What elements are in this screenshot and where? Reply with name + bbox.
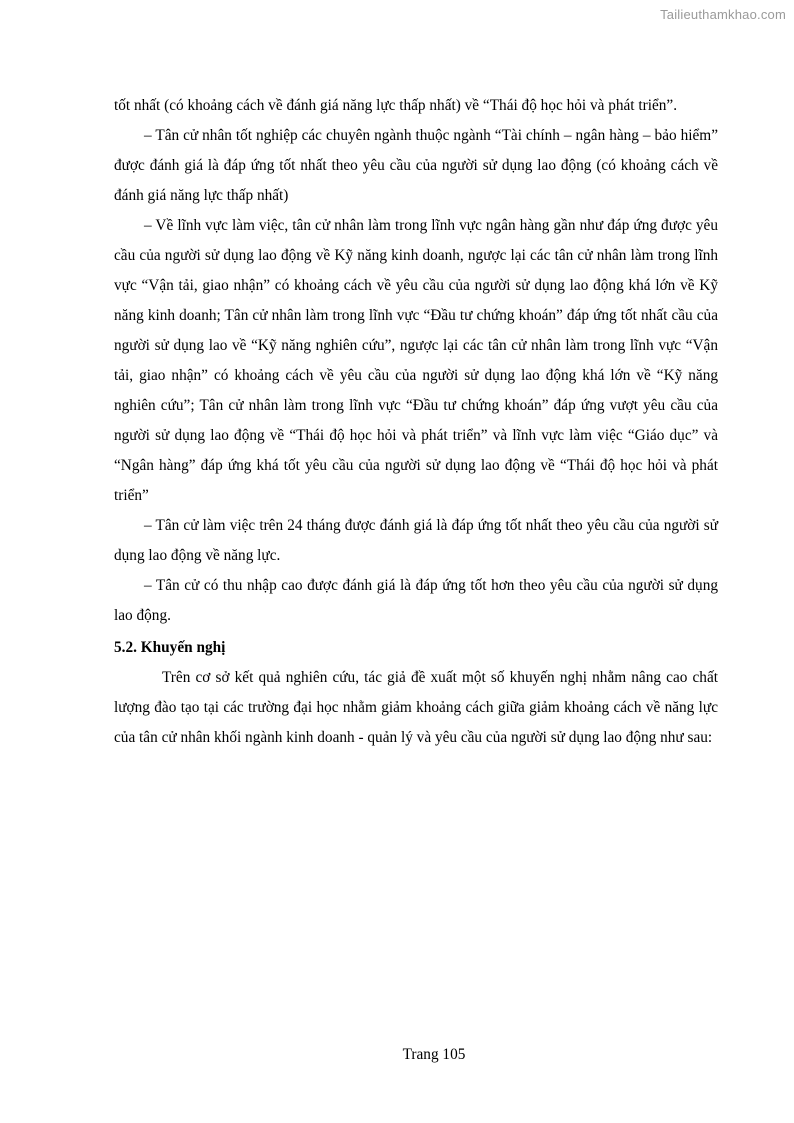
bullet-item-work-field: – Về lĩnh vực làm việc, tân cử nhân làm trong lĩnh vực ngân hàng gần như đáp ứng được yêu cầu của người sử dụng lao động về Kỹ năng kinh doanh, ngược lại các tân cử nhân làm trong lĩnh vực “Vận tải, giao nhận” có khoảng cách về yêu cầu của người sử dụng lao động khá lớn về Kỹ năng kinh doanh; Tân cử nhân làm trong lĩnh vực “Đầu tư chứng khoán” đáp ứng tốt nhất cầu của người sử dụng lao về “Kỹ năng nghiên cứu”, ngược lại các tân cử nhân làm trong lĩnh vực “Vận tải, giao nhận” có khoảng cách về yêu cầu của người sử dụng lao động khá lớn về “Kỹ năng nghiên cứu”; Tân cử nhân làm trong lĩnh vực “Đầu tư chứng khoán” đáp ứng vượt yêu cầu của người sử dụng lao động về “Thái độ học hỏi và phát triển” và lĩnh vực làm việc “Giáo dục” và “Ngân hàng” đáp ứng khá tốt yêu cầu của người sử dụng lao động về “Thái độ học hỏi và phát triển” — [114, 217, 718, 504]
section-heading: 5.2. Khuyến nghị — [114, 639, 226, 656]
bullet-item-major: – Tân cử nhân tốt nghiệp các chuyên ngành thuộc ngành “Tài chính – ngân hàng – bảo hiểm” được đánh giá là đáp ứng tốt nhất theo yêu cầu của người sử dụng lao động (có khoảng cách về đánh giá năng lực thấp nhất) — [114, 127, 718, 204]
page-number: Trang 105 — [402, 1046, 466, 1063]
document-body — [114, 91, 718, 753]
bullet-item-income: – Tân cử có thu nhập cao được đánh giá là đáp ứng tốt hơn theo yêu cầu của người sử dụng lao động. — [114, 577, 718, 624]
section-body-paragraph: Trên cơ sở kết quả nghiên cứu, tác giả đề xuất một số khuyến nghị nhằm nâng cao chất lượng đào tạo tại các trường đại học nhằm giảm khoảng cách giữa giảm khoảng cách về năng lực của tân cử nhân khối ngành kinh doanh - quản lý và yêu cầu của người sử dụng lao động như sau: — [114, 669, 718, 746]
bullet-item-work-duration: – Tân cử làm việc trên 24 tháng được đánh giá là đáp ứng tốt nhất theo yêu cầu của người sử dụng lao động về năng lực. — [114, 517, 718, 564]
watermark-text: Tailieuthamkhao.com — [660, 7, 786, 22]
paragraph-continuation: tốt nhất (có khoảng cách về đánh giá năng lực thấp nhất) về “Thái độ học hỏi và phát triển”. — [114, 97, 678, 114]
